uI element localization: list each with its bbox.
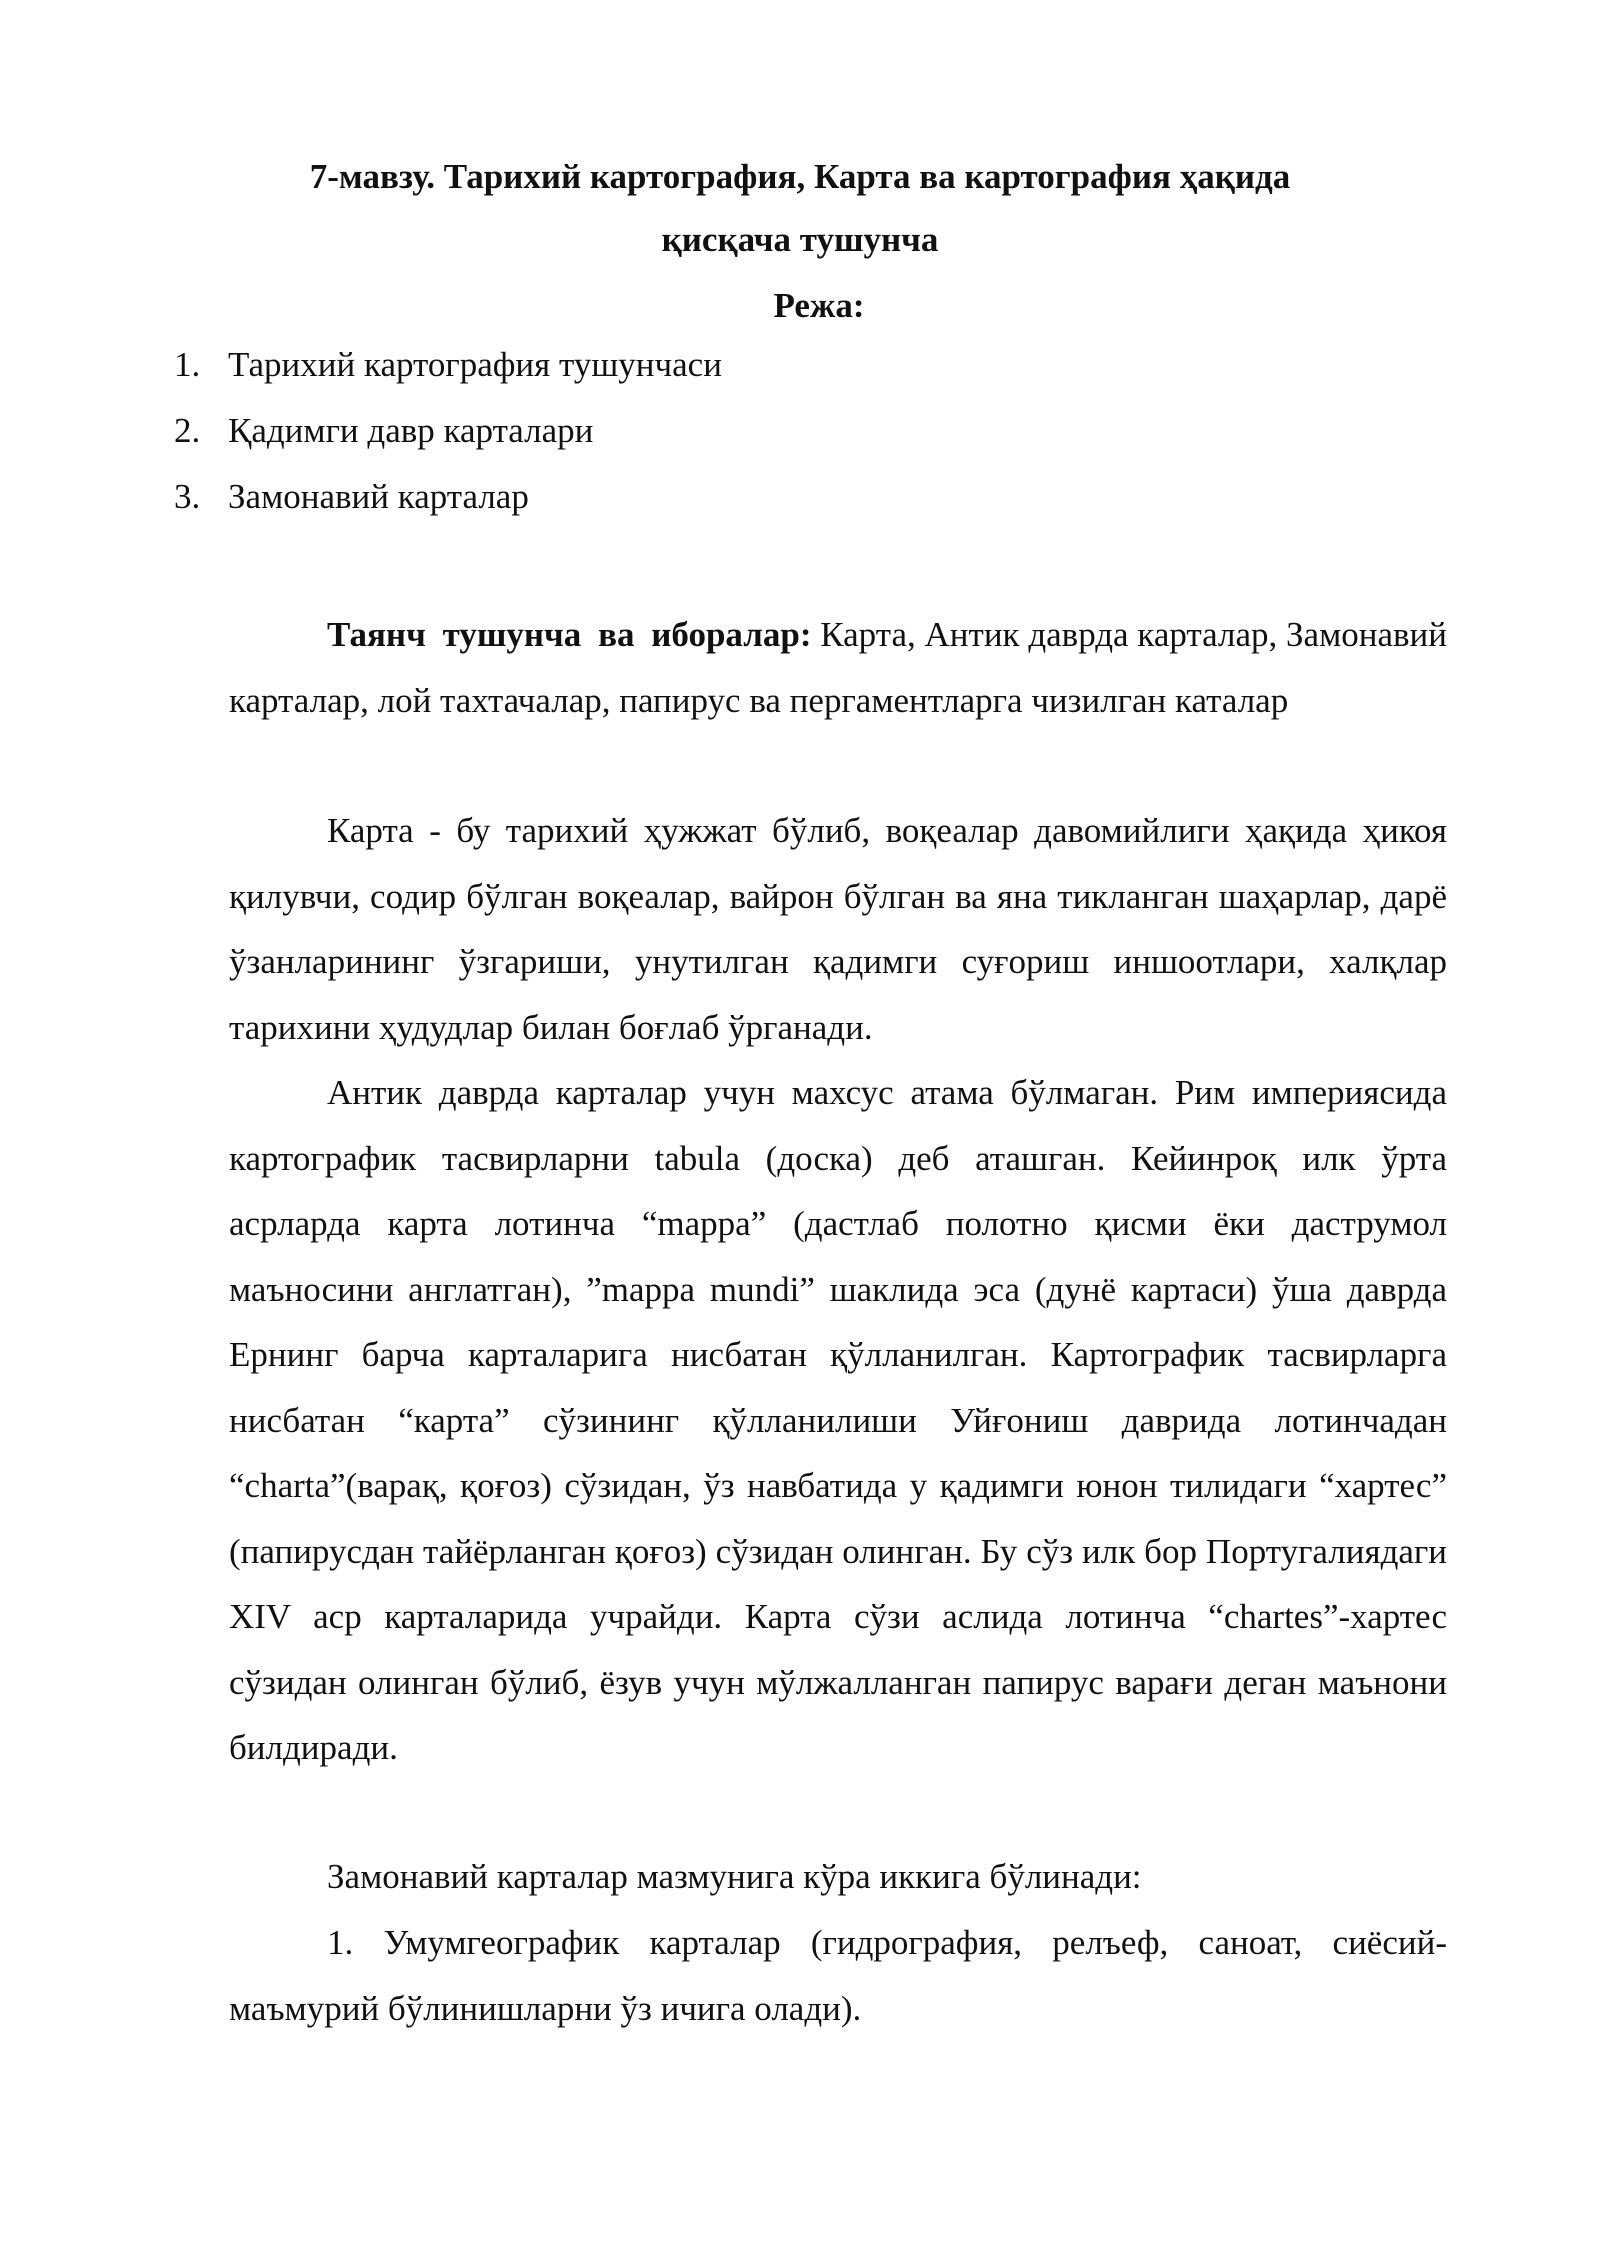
plan-list [174,343,722,541]
key-terms-label: Таянч тушунча ва иборалар: [327,615,812,654]
key-terms-text: Карта, Антик даврда карталар, Замонавий карталар, лой тахтачалар, папирус ва пергаментларга чизилган каталар [229,615,1447,720]
document-title-line-1: 7-мавзу. Тарихий картография, Карта ва картография ҳақида [309,157,1291,196]
plan-item-text: Тарихий картография тушунчаси [228,345,722,384]
plan-item [174,343,722,409]
plan-item-number: 2. [174,411,201,450]
plan-item-text: Қадимги давр карталари [228,411,594,450]
document-title-line-2: қисқача тушунча [661,220,939,259]
plan-heading: Режа: [773,286,865,325]
plan-item [174,409,722,475]
paragraph-map-definition: Карта - бу тарихий ҳужжат бўлиб, воқеалар давомийлиги ҳақида ҳикоя қилувчи, содир бўлган воқеалар, вайрон бўлган ва яна тикланган шаҳарлар, дарё ўзанларининг ўзгариши, унутилган қадимги суғориш иншоотлари, халқлар тарихини ҳудудлар билан боғлаб ўрганади. [229,811,1447,1047]
plan-item-number: 1. [174,345,201,384]
key-terms-paragraph [229,602,1447,733]
plan-item-text: Замонавий карталар [228,477,529,516]
paragraph-antique-maps: Антик даврда карталар учун махсус атама бўлмаган. Рим империясида картографик тасвирларни tabula (доска) деб аташган. Кейинроқ илк ўрта асрларда карта лотинча “mappa” (дастлаб полотно қисми ёки даструмол маъносини англатган), ”mappa mundi” шаклида эса (дунё картаси) ўша даврда Ернинг барча карталарига нисбатан қўлланилган. Картографик тасвирларга нисбатан “карта” сўзининг қўлланилиши Уйғониш даврида лотинчадан “charta”(варақ, қоғоз) сўзидан, ўз навбатида у қадимги юнон тилидаги “хартес” (папирусдан тайёрланган қоғоз) сўзидан олинган. Бу сўз илк бор Португалиядаги XIV аср карталарида учрайди. Карта сўзи аслида лотинча “chartes”-хартес сўзидан олинган бўлиб, ёзув учун мўлжалланган папирус варағи деган маънони билдиради. [229,1073,1447,1767]
plan-item-number: 3. [174,477,201,516]
paragraph-general-geographic-maps: 1. Умумгеографик карталар (гидрография, релъеф, саноат, сиёсий-маъмурий бўлинишларни ўз ичига олади). [229,1923,1447,2028]
paragraph-modern-maps: Замонавий карталар мазмунига кўра иккига бўлинади: [327,1857,1142,1896]
plan-item [174,475,722,541]
